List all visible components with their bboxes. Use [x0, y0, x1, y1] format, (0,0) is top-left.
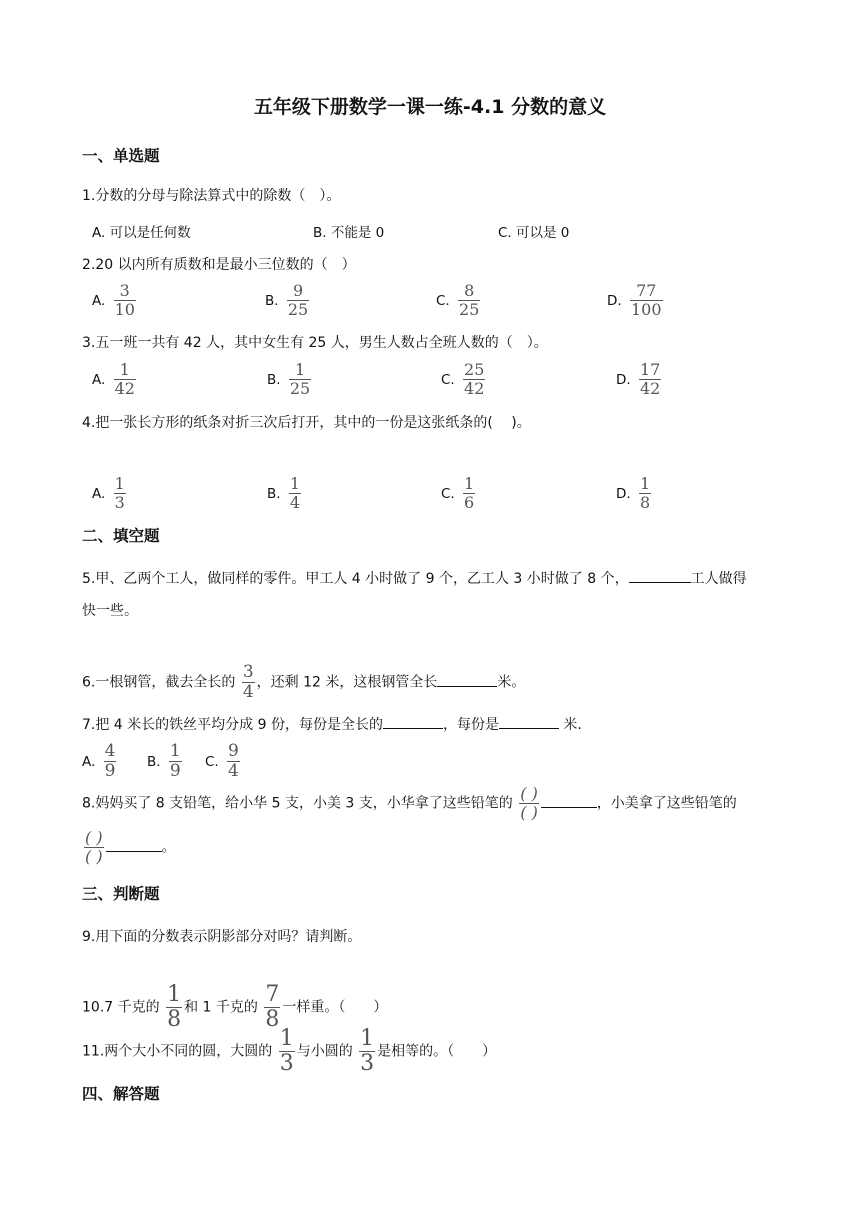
fraction	[463, 476, 475, 511]
numerator-placeholder: ( )	[85, 828, 103, 847]
question-5-text-b: 工人做得	[690, 571, 747, 587]
numerator: 1	[119, 360, 130, 379]
question-5-line-2: 快一些。	[82, 603, 138, 619]
option-label: D.	[607, 292, 622, 309]
fraction	[227, 743, 240, 780]
question-10-text-b: 和 1 千克的	[184, 999, 258, 1016]
empty-fraction	[84, 830, 104, 865]
question-11-text-b: 与小圆的	[296, 1043, 353, 1060]
numerator: 1	[294, 360, 306, 379]
denominator: 6	[464, 493, 475, 512]
question-1-option-c[interactable]: C. 可以是 0	[498, 225, 570, 241]
page-title: 五年级下册数学一课一练-4.1 分数的意义	[253, 96, 607, 118]
fraction	[359, 1028, 375, 1075]
fraction	[639, 476, 651, 511]
numerator: 7	[265, 982, 280, 1007]
section-heading-true-false: 三、判断题	[82, 885, 160, 903]
question-6	[82, 664, 525, 701]
question-6-text-c: 米。	[497, 674, 526, 691]
question-2-option-a[interactable]	[92, 283, 138, 318]
option-label: D.	[616, 485, 631, 502]
option-label: B.	[265, 292, 279, 309]
fraction	[279, 1028, 295, 1075]
question-2-option-b[interactable]	[265, 283, 311, 318]
answer-blank[interactable]	[106, 838, 162, 852]
option-label: A.	[82, 753, 96, 770]
option-label: C.	[441, 485, 455, 502]
fraction	[114, 476, 126, 511]
denominator: 10	[114, 300, 135, 319]
numerator: 1	[464, 474, 475, 493]
fraction	[264, 984, 280, 1031]
section-heading-single-choice: 一、单选题	[82, 147, 160, 165]
denominator: 4	[242, 682, 254, 702]
question-2-option-d[interactable]	[607, 283, 665, 318]
denominator: 3	[114, 493, 125, 512]
question-6-text-b: ，还剩 12 米，这根钢管全长	[256, 674, 438, 691]
question-4-text: 4.把一张长方形的纸条对折三次后打开，其中的一份是这张纸条的( )。	[82, 415, 531, 431]
denominator-placeholder: ( )	[85, 847, 103, 866]
numerator: 4	[104, 741, 116, 761]
question-1-option-a[interactable]: A. 可以是任何数	[92, 225, 191, 241]
option-label: B.	[147, 753, 161, 770]
numerator: 1	[279, 1026, 294, 1051]
numerator: 17	[639, 360, 661, 379]
fraction	[114, 283, 136, 318]
question-7-option-b[interactable]	[147, 743, 184, 780]
question-5-line-1	[82, 568, 747, 588]
question-3-text: 3.五一班一共有 42 人，其中女生有 25 人，男生人数占全班人数的（ ）。	[82, 335, 548, 351]
question-7-option-c[interactable]	[205, 743, 242, 780]
question-11-text-a: 11.两个大小不同的圆，大圆的	[82, 1043, 273, 1060]
option-label: A.	[92, 292, 106, 309]
fraction	[169, 743, 182, 780]
question-11-text-c: 是相等的。（ ）	[377, 1043, 497, 1060]
numerator-placeholder: ( )	[520, 784, 538, 803]
fraction	[104, 743, 117, 780]
question-4-option-a[interactable]	[92, 476, 128, 511]
fraction	[289, 476, 301, 511]
denominator: 100	[630, 300, 662, 319]
question-4-option-b[interactable]	[267, 476, 303, 511]
question-3-option-d[interactable]	[616, 362, 663, 397]
question-2-text: 2.20 以内所有质数和是最小三位数的（ ）	[82, 257, 356, 273]
fraction	[458, 283, 480, 318]
question-5-text-a: 5.甲、乙两个工人，做同样的零件。甲工人 4 小时做了 9 个，乙工人 3 小时做了 8 个，	[82, 571, 629, 587]
question-10-text-c: 一样重。（ ）	[282, 999, 388, 1016]
fraction	[114, 362, 136, 397]
question-9-text: 9.用下面的分数表示阴影部分对吗？请判断。	[82, 929, 362, 945]
answer-blank[interactable]	[437, 673, 497, 687]
section-heading-solution: 四、解答题	[82, 1085, 160, 1103]
question-7-option-a[interactable]	[82, 743, 118, 780]
question-8-text-a: 8.妈妈买了 8 支铅笔，给小华 5 支，小美 3 支，小华拿了这些铅笔的	[82, 795, 513, 812]
option-label: A.	[92, 485, 106, 502]
denominator: 25	[287, 300, 309, 319]
denominator-placeholder: ( )	[520, 803, 538, 822]
numerator: 1	[169, 741, 181, 761]
answer-blank[interactable]	[499, 715, 559, 729]
denominator: 8	[639, 493, 651, 512]
question-8-line-1	[82, 786, 737, 821]
question-7-text-b: ，每份是	[442, 717, 499, 733]
question-3-option-b[interactable]	[267, 362, 313, 397]
question-8-line-2	[82, 830, 176, 865]
denominator: 3	[360, 1051, 375, 1076]
fraction	[630, 283, 663, 318]
denominator: 42	[639, 379, 661, 398]
fraction	[639, 362, 661, 397]
option-label: C.	[441, 371, 455, 388]
denominator: 42	[464, 379, 485, 398]
denominator: 25	[459, 300, 480, 319]
numerator: 25	[464, 360, 485, 379]
numerator: 3	[119, 281, 130, 300]
fraction	[242, 664, 255, 701]
numerator: 9	[228, 741, 239, 761]
denominator: 3	[279, 1051, 294, 1076]
denominator: 4	[228, 761, 239, 781]
option-label: C.	[436, 292, 450, 309]
denominator: 9	[104, 761, 116, 781]
question-10-text-a: 10.7 千克的	[82, 999, 160, 1016]
question-2-option-c[interactable]	[436, 283, 482, 318]
denominator: 25	[289, 379, 311, 398]
numerator: 8	[464, 281, 475, 300]
denominator: 8	[167, 1007, 182, 1032]
option-label: B.	[267, 371, 281, 388]
option-label: C.	[205, 753, 219, 770]
question-4-option-d[interactable]	[616, 476, 653, 511]
denominator: 4	[289, 493, 301, 512]
answer-blank[interactable]	[541, 794, 597, 808]
option-label: D.	[616, 371, 631, 388]
numerator: 1	[167, 982, 182, 1007]
question-8-text-c: 。	[161, 839, 176, 856]
question-1-option-b[interactable]: B. 不能是 0	[313, 225, 385, 241]
question-1-text: 1.分数的分母与除法算式中的除数（ ）。	[82, 188, 341, 204]
empty-fraction	[519, 786, 539, 821]
denominator: 9	[169, 761, 181, 781]
denominator: 8	[265, 1007, 280, 1032]
question-11	[82, 1028, 496, 1075]
fraction	[289, 362, 311, 397]
option-label: B.	[267, 485, 281, 502]
numerator: 77	[636, 281, 657, 300]
numerator: 9	[292, 281, 304, 300]
numerator: 1	[289, 474, 301, 493]
question-3-option-c[interactable]	[441, 362, 487, 397]
denominator: 42	[114, 379, 135, 398]
numerator: 3	[242, 662, 254, 682]
question-3-option-a[interactable]	[92, 362, 138, 397]
fraction	[166, 984, 182, 1031]
question-10	[82, 984, 387, 1031]
question-7	[82, 714, 582, 734]
answer-blank[interactable]	[629, 569, 691, 583]
numerator: 1	[114, 474, 125, 493]
fraction	[463, 362, 485, 397]
question-7-text-a: 7.把 4 米长的铁丝平均分成 9 份，每份是全长的	[82, 717, 383, 733]
numerator: 1	[639, 474, 651, 493]
question-7-text-c: 米.	[558, 717, 582, 733]
fraction	[287, 283, 309, 318]
question-4-option-c[interactable]	[441, 476, 477, 511]
question-8-text-b: ，小美拿了这些铅笔的	[596, 795, 737, 812]
section-heading-fill-in: 二、填空题	[82, 527, 160, 545]
answer-blank[interactable]	[383, 715, 443, 729]
numerator: 1	[360, 1026, 375, 1051]
option-label: A.	[92, 371, 106, 388]
question-6-text-a: 6.一根钢管，截去全长的	[82, 674, 236, 691]
